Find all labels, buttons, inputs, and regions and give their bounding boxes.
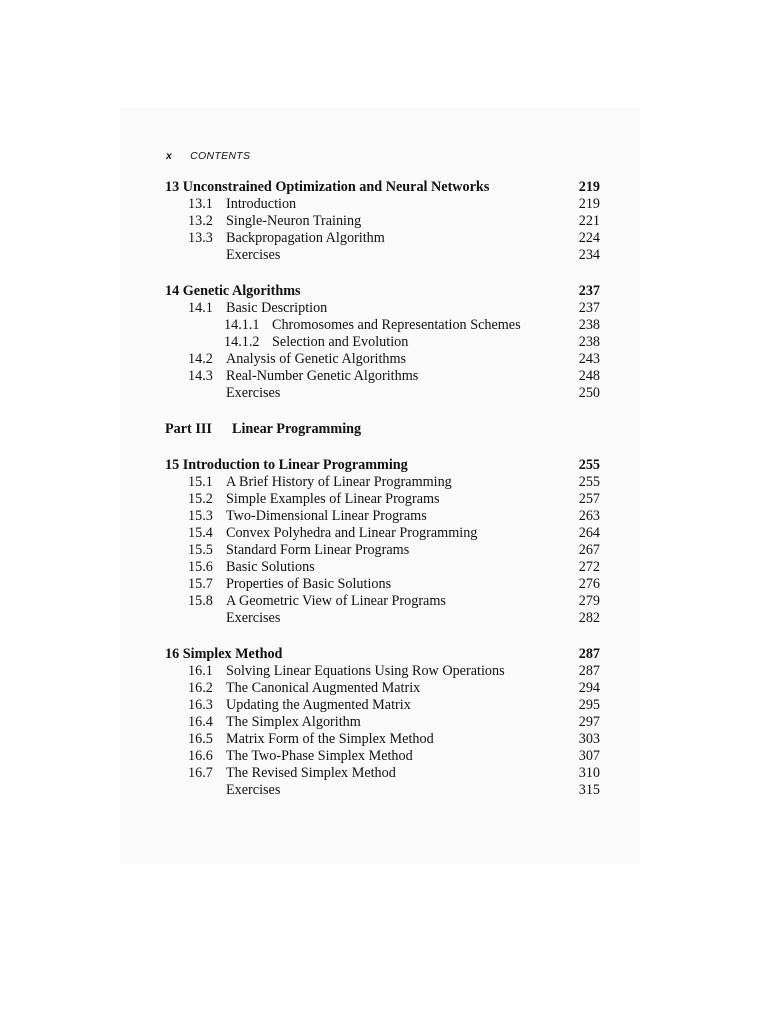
section-number: 16.7: [188, 765, 213, 781]
exercises-entry[interactable]: [165, 610, 600, 627]
section-number: 13.3: [188, 230, 213, 246]
section-entry[interactable]: [165, 491, 600, 508]
section-title: Basic Description: [226, 300, 328, 316]
section-title: The Two-Phase Simplex Method: [226, 748, 413, 764]
section-title: Basic Solutions: [226, 559, 315, 575]
section-number: 16.6: [188, 748, 213, 764]
section-number: 16.4: [188, 714, 213, 730]
subsection-number: 14.1.2: [224, 334, 260, 350]
part-label: Part III: [165, 421, 212, 437]
section-number: 16.2: [188, 680, 213, 696]
part-heading[interactable]: [165, 421, 600, 438]
subsection-title: Selection and Evolution: [272, 334, 409, 350]
section-page: 279: [578, 593, 600, 609]
section-page: 221: [578, 213, 600, 229]
section-entry[interactable]: [165, 765, 600, 782]
section-entry[interactable]: [165, 542, 600, 559]
section-title: Introduction: [226, 196, 297, 212]
section-page: 297: [578, 714, 600, 730]
section-number: 15.4: [188, 525, 213, 541]
section-page: 264: [578, 525, 600, 541]
section-title: Backpropagation Algorithm: [226, 230, 385, 246]
section-page: 310: [578, 765, 600, 781]
section-title: Updating the Augmented Matrix: [226, 697, 411, 713]
section-title: Single-Neuron Training: [226, 213, 362, 229]
subsection-number: 14.1.1: [224, 317, 260, 333]
exercises-title: Exercises: [226, 385, 281, 401]
section-number: 15.6: [188, 559, 213, 575]
running-header: [166, 150, 250, 162]
section-entry[interactable]: [165, 593, 600, 610]
section-title: Two-Dimensional Linear Programs: [226, 508, 427, 524]
section-number: 15.8: [188, 593, 213, 609]
chapter-14-entry[interactable]: [165, 283, 600, 300]
header-title: CONTENTS: [190, 150, 251, 162]
section-entry[interactable]: [165, 714, 600, 731]
section-entry[interactable]: [165, 213, 600, 230]
exercises-page: 315: [578, 782, 600, 798]
section-entry[interactable]: [165, 196, 600, 213]
section-entry[interactable]: [165, 300, 600, 317]
section-page: 257: [578, 491, 600, 507]
part-title: Linear Programming: [232, 421, 362, 437]
section-number: 15.3: [188, 508, 213, 524]
section-title: Properties of Basic Solutions: [226, 576, 392, 592]
exercises-page: 282: [578, 610, 600, 626]
section-page: 295: [578, 697, 600, 713]
section-title: The Revised Simplex Method: [226, 765, 396, 781]
exercises-entry[interactable]: [165, 385, 600, 402]
exercises-title: Exercises: [226, 247, 281, 263]
section-title: The Simplex Algorithm: [226, 714, 361, 730]
section-entry[interactable]: [165, 368, 600, 385]
exercises-title: Exercises: [226, 610, 281, 626]
chapter-page: 287: [578, 646, 600, 662]
header-page-number: x: [166, 150, 173, 162]
section-number: 15.2: [188, 491, 213, 507]
section-page: 219: [578, 196, 600, 212]
section-page: 303: [578, 731, 600, 747]
section-entry[interactable]: [165, 474, 600, 491]
section-number: 16.5: [188, 731, 213, 747]
subsection-entry[interactable]: [165, 334, 600, 351]
chapter-15-entry[interactable]: [165, 457, 600, 474]
section-page: 255: [578, 474, 600, 490]
section-page: 263: [578, 508, 600, 524]
exercises-page: 234: [578, 247, 600, 263]
chapter-page: 237: [578, 283, 600, 299]
exercises-entry[interactable]: [165, 247, 600, 264]
exercises-page: 250: [578, 385, 600, 401]
section-page: 237: [578, 300, 600, 316]
section-entry[interactable]: [165, 680, 600, 697]
section-number: 13.1: [188, 196, 213, 212]
section-title: A Brief History of Linear Programming: [226, 474, 452, 490]
section-entry[interactable]: [165, 663, 600, 680]
section-page: 272: [578, 559, 600, 575]
section-entry[interactable]: [165, 576, 600, 593]
section-entry[interactable]: [165, 748, 600, 765]
chapter-title: 15 Introduction to Linear Programming: [165, 457, 408, 473]
section-number: 14.3: [188, 368, 213, 384]
section-page: 276: [578, 576, 600, 592]
section-page: 307: [578, 748, 600, 764]
section-page: 224: [578, 230, 600, 246]
table-of-contents: [165, 179, 600, 799]
section-title: Real-Number Genetic Algorithms: [226, 368, 419, 384]
section-page: 287: [578, 663, 600, 679]
section-number: 15.5: [188, 542, 213, 558]
chapter-page: 255: [578, 457, 600, 473]
chapter-title: 13 Unconstrained Optimization and Neural Networks: [165, 179, 490, 195]
chapter-title: 14 Genetic Algorithms: [165, 283, 301, 299]
section-number: 16.1: [188, 663, 213, 679]
section-entry[interactable]: [165, 508, 600, 525]
section-number: 15.1: [188, 474, 213, 490]
section-number: 13.2: [188, 213, 213, 229]
section-page: 248: [578, 368, 600, 384]
subsection-title: Chromosomes and Representation Schemes: [272, 317, 521, 333]
chapter-page: 219: [578, 179, 600, 195]
exercises-title: Exercises: [226, 782, 281, 798]
section-page: 294: [578, 680, 600, 696]
subsection-entry[interactable]: [165, 317, 600, 334]
exercises-entry[interactable]: [165, 782, 600, 799]
section-title: Solving Linear Equations Using Row Operations: [226, 663, 505, 679]
subsection-page: 238: [578, 317, 600, 333]
section-entry[interactable]: [165, 525, 600, 542]
section-title: Convex Polyhedra and Linear Programming: [226, 525, 478, 541]
section-entry[interactable]: [165, 697, 600, 714]
section-page: 267: [578, 542, 600, 558]
section-title: Standard Form Linear Programs: [226, 542, 410, 558]
section-entry[interactable]: [165, 731, 600, 748]
section-number: 14.1: [188, 300, 213, 316]
subsection-page: 238: [578, 334, 600, 350]
section-title: Matrix Form of the Simplex Method: [226, 731, 434, 747]
section-entry[interactable]: [165, 351, 600, 368]
section-number: 15.7: [188, 576, 213, 592]
section-title: A Geometric View of Linear Programs: [226, 593, 446, 609]
chapter-title: 16 Simplex Method: [165, 646, 283, 662]
section-title: The Canonical Augmented Matrix: [226, 680, 421, 696]
section-number: 16.3: [188, 697, 213, 713]
chapter-16-entry[interactable]: [165, 646, 600, 663]
section-title: Analysis of Genetic Algorithms: [226, 351, 407, 367]
section-title: Simple Examples of Linear Programs: [226, 491, 440, 507]
section-entry[interactable]: [165, 230, 600, 247]
section-entry[interactable]: [165, 559, 600, 576]
section-number: 14.2: [188, 351, 213, 367]
section-page: 243: [578, 351, 600, 367]
chapter-13-entry[interactable]: [165, 179, 600, 196]
